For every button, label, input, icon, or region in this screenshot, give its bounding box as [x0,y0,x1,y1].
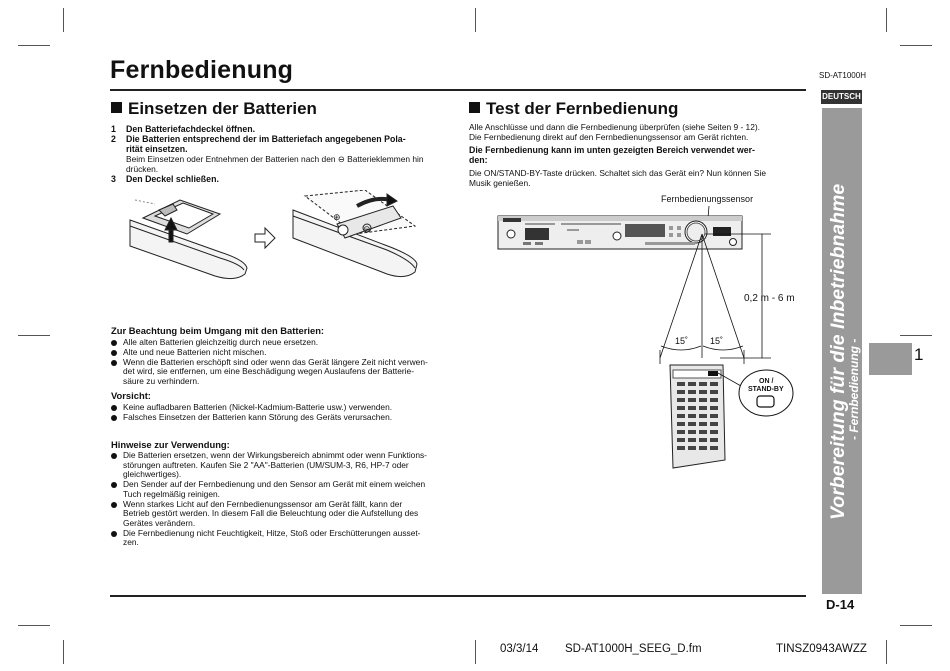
caution-item: Keine aufladbaren Batterien (Nickel-Kadmium-Batterie usw.) verwenden. [111,403,451,413]
chapter-tab [869,343,912,375]
caution-heading: Vorsicht: [111,390,151,401]
sidebar-title: Vorbereitung für die Inbetriebnahme [827,183,849,520]
bullet-icon [111,453,117,459]
care-item: Alle alten Batterien gleichzeitig durch neue ersetzen. [111,338,451,348]
svg-text:⊖: ⊖ [363,225,371,235]
crop-mark [886,8,887,32]
intro-line-2: Die Fernbedienung direkt auf den Fernbedienungssensor am Gerät richten. [469,131,749,142]
intro-line-1: Alle Anschlüsse und dann die Fernbedienung überprüfen (siehe Seiten 9 - 12). [469,122,760,132]
range-cone [660,234,744,364]
model-number: SD-AT1000H [819,71,866,80]
step-1: 1 Den Batteriefachdeckel öffnen. [111,124,256,134]
square-bullet-icon [469,102,480,113]
remote-control [670,365,725,468]
chapter-number: 1 [914,345,924,364]
angle-right-label: 15˚ [710,336,724,346]
bullet-icon [111,360,117,366]
bullet-icon [111,415,117,421]
range-text-line-2: Musik genießen. [469,178,531,188]
footer-rule [110,595,806,597]
range-text-line-1: Die ON/STAND-BY-Taste drücken. Schaltet sich das Gerät ein? Nun können Sie [469,168,766,178]
remote-range-diagram [495,190,805,470]
sensor-label: Fernbedienungssensor [661,194,754,204]
crop-mark [63,8,64,32]
standby-label-line-1: ON / [759,378,774,385]
bullet-icon [111,340,117,346]
crop-mark [18,45,50,46]
usage-heading: Hinweise zur Verwendung: [111,439,230,450]
range-heading-line-1: Die Fernbedienung kann im unten gezeigten Bereich verwendet wer- [469,145,755,155]
angle-left-label: 15˚ [675,336,689,346]
care-item: Wenn die Batterien erschöpft sind oder wenn das Gerät längere Zeit nicht verwen- det wird, sie entfernen, um eine Beschädigung wegen Auslaufens der Batterie- säure zu verhindern. [111,358,451,388]
usage-item: Die Batterien ersetzen, wenn der Wirkungsbereich abnimmt oder wenn Funktions- störungen auftreten. Kaufen Sie 2 "AA"-Batterien (UM/SUM-3, R6, HP-7 oder gleichwertiges). [111,451,451,481]
remote-open-illustration [130,200,247,279]
standby-callout [739,370,793,416]
care-item: Alte und neue Batterien nicht mischen. [111,348,451,358]
distance-label: 0,2 m - 6 m [744,293,795,304]
svg-text:⊕: ⊕ [333,213,341,223]
bullet-icon [111,350,117,356]
language-tab: DEUTSCH [821,90,862,104]
bullet-icon [111,482,117,488]
crop-mark [18,625,50,626]
step-2: 2 Die Batterien entsprechend der im Batteriefach angegebenen Pola- rität einsetzen. Beim Einsetzen oder Entnehmen der Batterien nach den ⊖ Batterieklemmen hin drücken. [111,134,424,174]
page-number: D-14 [826,597,855,612]
step-3: 3 Den Deckel schließen. [111,174,219,184]
heading-test: Test der Fernbedienung [469,99,678,119]
crop-mark [900,335,932,336]
footer-file: SD-AT1000H_SEEG_D.fm [565,643,702,655]
remote-battery-illustration [293,190,417,277]
heading-batteries: Einsetzen der Batterien [111,99,317,119]
usage-item: Wenn starkes Licht auf den Fernbedienungssensor am Gerät fällt, kann der Betrieb gestört werden. In diesem Fall die Beleuchtung oder die Aufstellung des Gerätes verändern. [111,500,451,530]
bullet-icon [111,502,117,508]
range-heading-line-2: den: [469,155,488,165]
crop-mark [18,335,50,336]
sidebar-subtitle: - Fernbedienung - [847,338,861,440]
crop-mark [475,640,476,664]
bullet-icon [111,405,117,411]
standby-button-icon [757,396,774,407]
footer-code: TINSZ0943AWZZ [776,643,867,655]
crop-mark [900,625,932,626]
square-bullet-icon [111,102,122,113]
footer-date: 03/3/14 [500,643,539,655]
page-title: Fernbedienung [110,56,294,84]
crop-mark [886,640,887,664]
crop-mark [63,640,64,664]
sidebar-text [822,108,862,594]
caution-item: Falsches Einsetzen der Batterien kann Störung des Geräts verursachen. [111,413,451,423]
arrow-right-icon [255,228,275,248]
battery-insertion-illustration [125,190,455,290]
care-heading: Zur Beachtung beim Umgang mit den Batterien: [111,325,325,336]
header-rule [110,89,806,91]
crop-mark [475,8,476,32]
bullet-icon [111,531,117,537]
crop-mark [900,45,932,46]
usage-item: Die Fernbedienung nicht Feuchtigkeit, Hitze, Stoß oder Erschütterungen ausset- zen. [111,529,451,549]
standby-label-line-2: STAND-BY [748,386,784,393]
usage-item: Den Sender auf der Fernbedienung und den Sensor am Gerät mit einem weichen Tuch regelmäßig reinigen. [111,480,451,500]
